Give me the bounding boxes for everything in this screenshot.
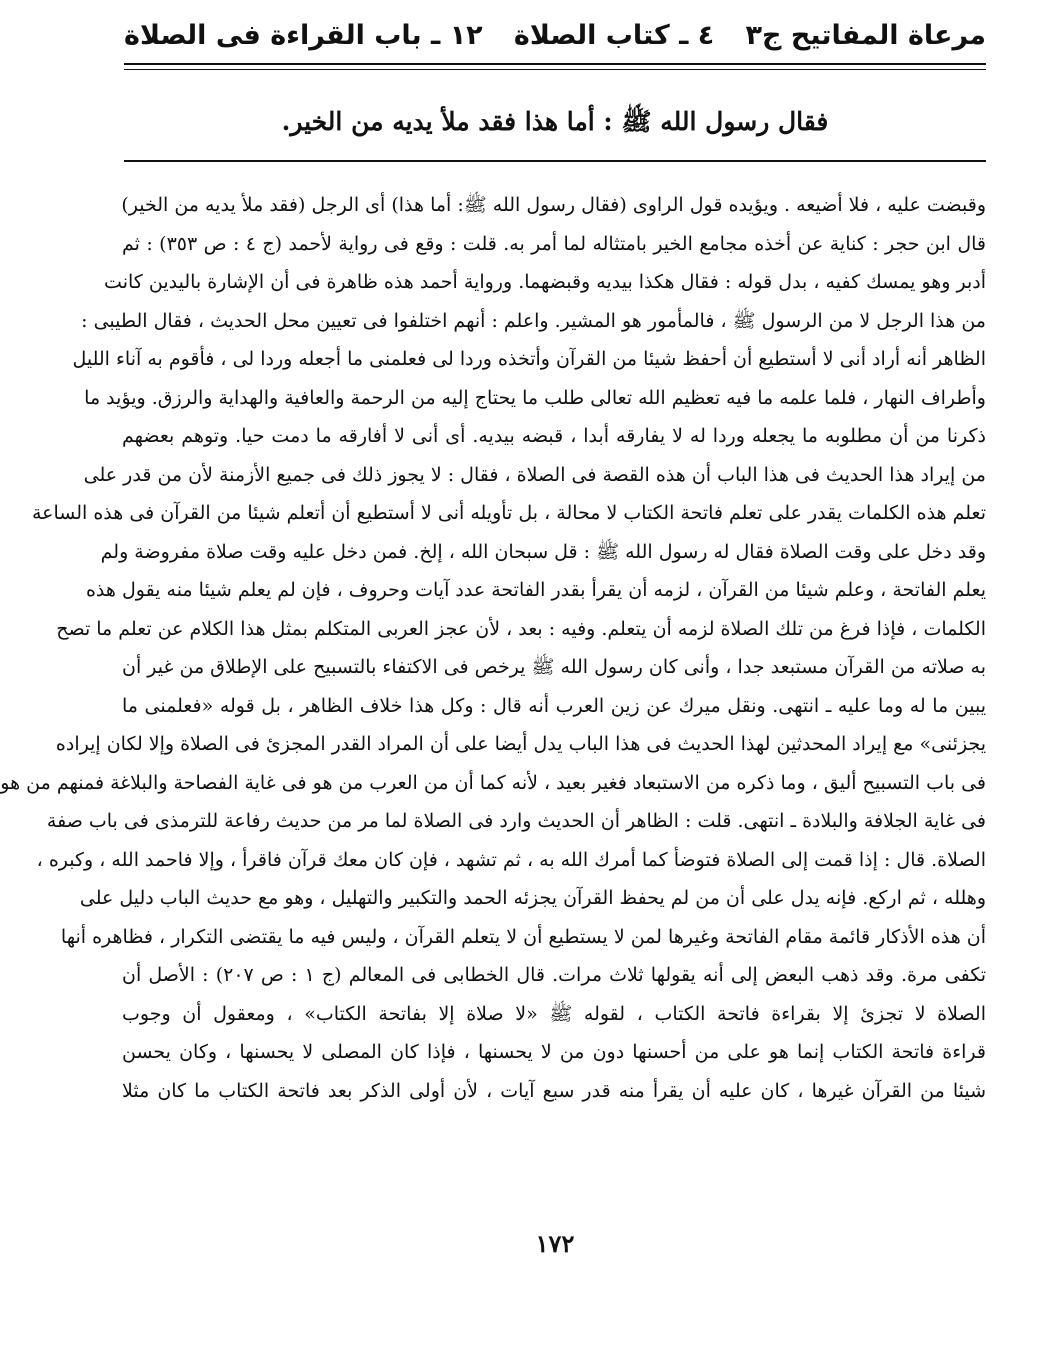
commentary-line: تكفى مرة. وقد ذهب البعض إلى أنه يقولها ثلاث مرات. قال الخطابى فى المعالم (ج ١ : ص ٢٠٧) : الأصل أن	[122, 964, 986, 986]
header-rule	[124, 63, 986, 65]
header-rule-thin	[124, 69, 986, 70]
hadith-text: فقال رسول الله ﷺ : أما هذا فقد ملأ يديه من الخير.	[281, 107, 829, 136]
commentary-line: الظاهر أنه أراد أنى لا أستطيع أن أحفظ شيئا من القرآن وأتخذه وردا لى فعلمنى ما أجعله وردا لى ، فأقوم به آناء الليل	[72, 348, 986, 370]
commentary-line: الصلاة. قال : إذا قمت إلى الصلاة فتوضأ كما أمرك الله به ، ثم تشهد ، فإن كان معك قرآن فاقرأ ، وإلا فاحمد الله ، وكبره ،	[36, 848, 986, 871]
commentary-line: يعلم الفاتحة ، وعلم شيئا من القرآن ، لزمه أن يقرأ بقدر الفاتحة عدد آيات وحروف ، فإن لم يعلم شيئا منه يقول هذه	[85, 579, 986, 601]
commentary-line: أن هذه الأذكار قائمة مقام الفاتحة وغيرها لمن لا يستطيع أن لا يتعلم القرآن ، وليس فيه ما يقتضى التكرار ، فظاهره أنها	[60, 925, 986, 948]
commentary-line: الكلمات ، فإذا فرغ من تلك الصلاة لزمه أن يتعلم. وفيه : بعد ، لأن عجز العربى المتكلم بمثل هذا الكلام عن تعلم ما تصح	[56, 617, 986, 640]
commentary-line: الصلاة لا تجزئ إلا بقراءة فاتحة الكتاب ، لقوله ﷺ «لا صلاة إلا بفاتحة الكتاب» ، ومعقول أن وجوب	[122, 1002, 986, 1025]
commentary-body	[0, 186, 986, 1110]
commentary-line: شيئا من القرآن غيرها ، كان عليه أن يقرأ منه قدر سبع آيات ، لأن أولى الذكر بعد فاتحة الكتاب ما كان مثلا	[122, 1079, 986, 1102]
commentary-line: يجزئنى» مع إيراد المحدثين لهذا الحديث فى هذا الباب يدل أيضا على أن المراد القدر المجزئ فى الصلاة وإلا لكان إيراده	[55, 733, 986, 755]
commentary-line: من هذا الرجل لا من الرسول ﷺ ، فالمأمور هو المشير. واعلم : أنهم اختلفوا فى تعيين محل الحديث ، فقال الطيبى :	[81, 309, 986, 332]
commentary-line: قال ابن حجر : كناية عن أخذه مجامع الخير بامتثاله لما أمر به. قلت : وقع فى رواية لأحمد (ج ٤ : ص ٣٥٣) : ثم	[122, 232, 986, 255]
commentary-line: يبين ما له وما عليه ـ انتهى. ونقل ميرك عن زين العرب أنه قال : وكل هذا خلاف الظاهر ، بل قوله «فعلمنى ما	[122, 694, 986, 717]
commentary-line: وهلله ، ثم اركع. فإنه يدل على أن من لم يحفظ القرآن يجزئه الحمد والتكبير والتهليل ، وهو مع حديث الباب دليل على	[79, 887, 986, 909]
commentary-line: به صلاته من القرآن مستبعد جدا ، وأنى كان رسول الله ﷺ يرخص فى الاكتفاء بالتسبيح على الإطلاق من غير أن	[122, 656, 986, 678]
commentary-line: وقد دخل على وقت الصلاة فقال له رسول الله ﷺ : قل سبحان الله ، إلخ. فمن دخل عليه وقت صلاة مفروضة ولم	[100, 540, 986, 563]
commentary-line: تعلم هذه الكلمات يقدر على تعلم فاتحة الكتاب لا محالة ، بل تأويله أنى لا أستطيع أن أتعلم شيئا من القرآن فى هذه الساعة	[31, 502, 986, 524]
commentary-line: فى غاية الجلافة والبلادة ـ انتهى. قلت : الظاهر أن الحديث وارد فى الصلاة لما مر من حديث رفاعة للترمذى فى باب صفة	[46, 810, 986, 832]
text-commentary-divider	[124, 160, 986, 162]
commentary-line: أدبر وهو يمسك كفيه ، بدل قوله : فقال هكذا بيديه وقبضهما. ورواية أحمد هذه ظاهرة فى أن الإشارة باليدين كانت	[104, 271, 986, 293]
commentary-line: فى باب التسبيح أليق ، وما ذكره من الاستبعاد فغير بعيد ، لأنه كما أن من العرب من هو فى غاية الفصاحة والبلاغة فمنهم من هو	[0, 771, 986, 794]
header-book-volume: مرعاة المفاتيح ج٣	[745, 20, 986, 51]
running-header	[124, 14, 986, 58]
page-number: ١٧٢	[535, 1229, 575, 1258]
header-kitab-title: ٤ ـ كتاب الصلاة	[513, 20, 715, 51]
commentary-line: من إيراد هذا الحديث فى هذا الباب أن هذه القصة فى الصلاة ، فقال : لا يجوز ذلك فى جميع الأزمنة لأن من قدر على	[83, 463, 986, 486]
commentary-line: ذكرنا من أن مطلوبه ما يجعله وردا له لا يفارقه أبدا ، قبضه بيديه. أى أنى لا أفارقه ما دمت حيا. وتوهم بعضهم	[122, 425, 986, 447]
commentary-line: وقبضت عليه ، فلا أضيعه . ويؤيده قول الراوى (فقال رسول الله ﷺ: أما هذا) أى الرجل (فقد ملأ يديه من الخير)	[121, 194, 986, 216]
commentary-line: قراءة فاتحة الكتاب إنما هو على من أحسنها دون من لا يحسنها ، فإذا كان المصلى لا يحسنها ، وكان يحسن	[122, 1041, 986, 1063]
header-bab-title: ١٢ ـ باب القراءة فى الصلاة	[124, 20, 483, 51]
commentary-line: وأطراف النهار ، فلما علمه ما فيه تعظيم الله تعالى طلب ما يحتاج إليه من الرحمة والعافية والهداية والرزق. ويؤيد ما	[84, 386, 986, 409]
